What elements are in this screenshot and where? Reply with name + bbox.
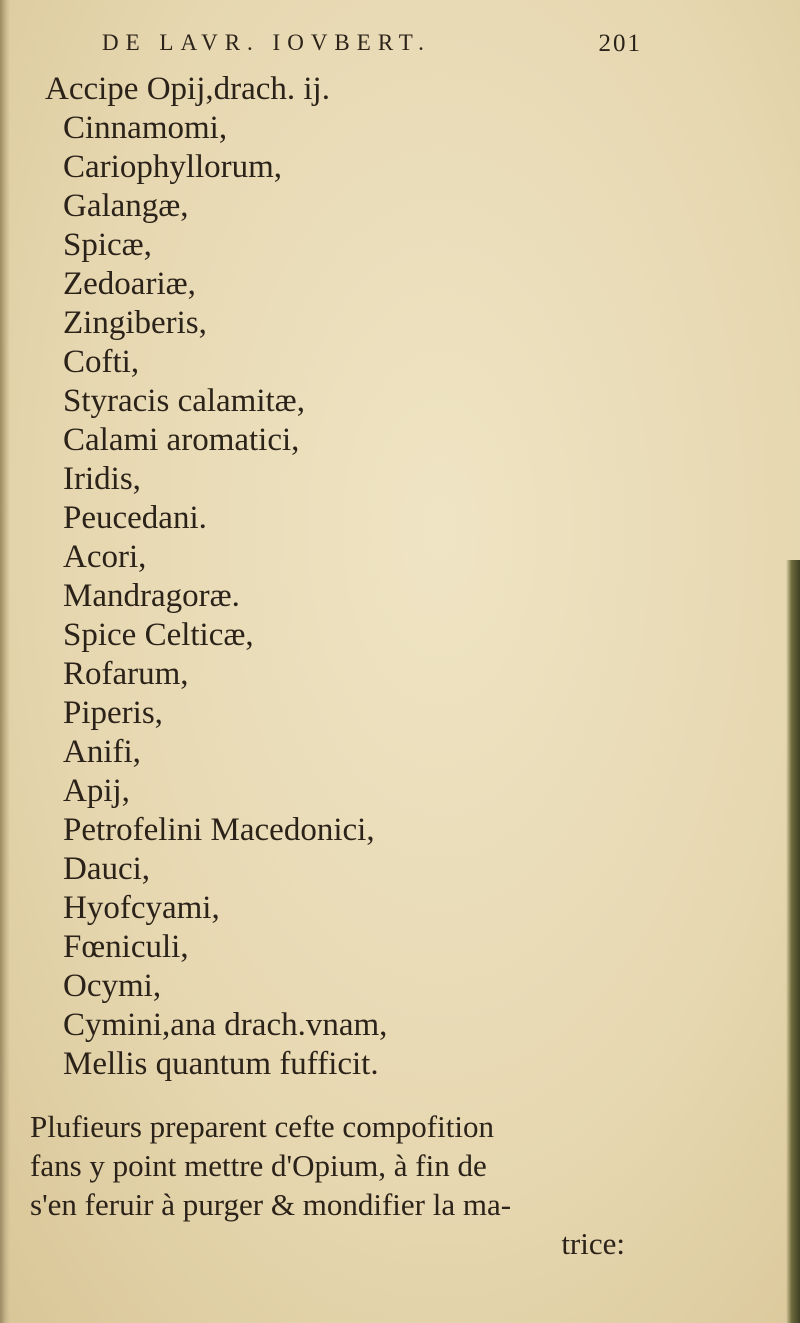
recipe-list	[45, 70, 745, 1084]
recipe-line: Cymini,ana drach.vnam,	[63, 1007, 388, 1043]
recipe-line: Iridis,	[63, 461, 141, 497]
recipe-line: Hyofcyami,	[63, 890, 220, 926]
recipe-line: Mellis quantum fufficit.	[63, 1046, 379, 1082]
recipe-line: Cinnamomi,	[63, 110, 228, 146]
page-number: 201	[598, 30, 642, 57]
recipe-line: Cofti,	[63, 344, 140, 380]
prose-line: trice:	[561, 1226, 625, 1261]
recipe-line: Fœniculi,	[63, 929, 189, 965]
recipe-line: Cariophyllorum,	[63, 149, 283, 185]
recipe-line: Styracis calamitæ,	[63, 383, 305, 419]
running-title: DE LAVR. IOVBERT.	[102, 30, 431, 55]
prose-line: fans y point mettre d'Opium, à fin de	[30, 1148, 487, 1183]
recipe-line: Zingiberis,	[63, 305, 207, 341]
recipe-line: Zedoariæ,	[63, 266, 196, 302]
page-fore-edge	[786, 560, 800, 1323]
recipe-line: Acori,	[63, 539, 147, 575]
recipe-line: Calami aromatici,	[63, 422, 300, 458]
recipe-line: Dauci,	[63, 851, 151, 887]
prose-line: s'en feruir à purger & mondifier la ma-	[30, 1187, 512, 1222]
recipe-line: Spice Celticæ,	[63, 617, 254, 653]
recipe-line: Mandragoræ.	[63, 578, 240, 614]
page-gutter-edge	[0, 0, 10, 1323]
running-head	[102, 30, 642, 66]
recipe-line: Apij,	[63, 773, 130, 809]
recipe-line: Anifi,	[63, 734, 141, 770]
prose-line: Plufieurs preparent cefte compofition	[30, 1109, 494, 1144]
recipe-line: Spicæ,	[63, 227, 152, 263]
recipe-line: Galangæ,	[63, 188, 189, 224]
recipe-line: Ocymi,	[63, 968, 162, 1004]
recipe-line: Rofarum,	[63, 656, 189, 692]
recipe-line: Peucedani.	[63, 500, 207, 536]
recipe-line: Piperis,	[63, 695, 163, 731]
recipe-line: Petrofelini Macedonici,	[63, 812, 375, 848]
recipe-line: Accipe Opij,drach. ij.	[45, 71, 330, 107]
prose-paragraph	[30, 1107, 630, 1263]
